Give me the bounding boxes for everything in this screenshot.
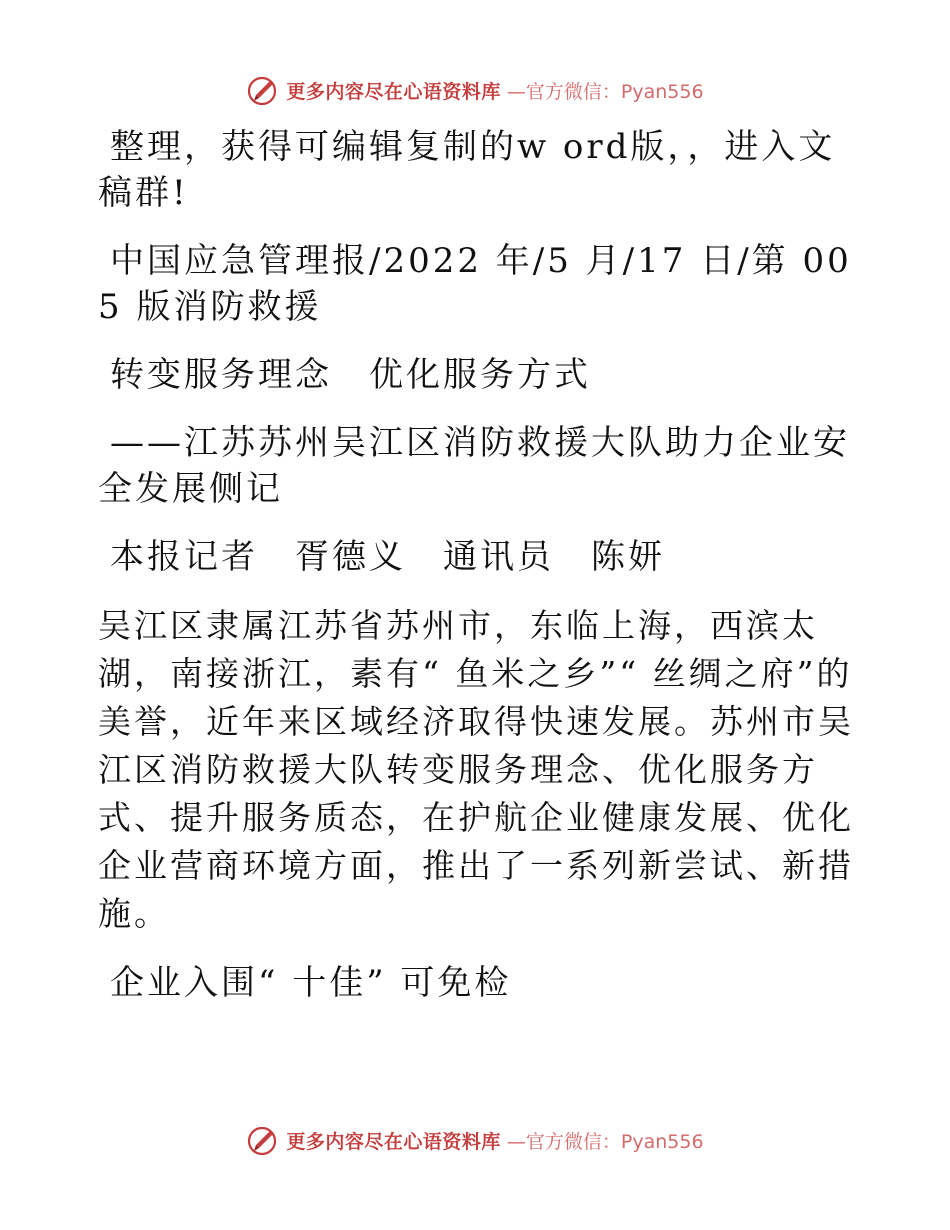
watermark-suffix: —官方微信：Pyan556	[506, 1130, 704, 1153]
article-headline: 转变服务理念 优化服务方式	[110, 355, 591, 395]
watermark-suffix: —官方微信：Pyan556	[506, 80, 704, 103]
pen-logo-icon	[246, 1123, 280, 1157]
header-watermark	[0, 70, 950, 110]
byline: 本报记者 胥德义 通讯员 陈妍	[110, 537, 665, 577]
watermark-text: 更多内容尽在心语资料库	[286, 80, 501, 103]
article-subheadline: ——江苏苏州吴江区消防救援大队助力企业安全发展侧记	[98, 423, 850, 509]
source-line: 中国应急管理报/2022 年/5 月/17 日/第 005 版消防救援	[98, 241, 852, 327]
watermark-text: 更多内容尽在心语资料库	[286, 1130, 501, 1153]
pen-logo-icon	[246, 73, 280, 107]
body-paragraph: 吴江区隶属江苏省苏州市，东临上海，西滨太湖，南接浙江，素有“ 鱼米之乡”“ 丝绸之府”的美誉，近年来区域经济取得快速发展。苏州市吴江区消防救援大队转变服务理念、优化服务方式、提升服务质态，在护航企业健康发展、优化企业营商环境方面，推出了一系列新尝试、新措施。	[98, 606, 854, 933]
section-heading: 企业入围“ 十佳” 可免检	[110, 963, 512, 1003]
footer-watermark	[0, 1120, 950, 1160]
document-body	[98, 124, 858, 1028]
intro-paragraph: 整理，获得可编辑复制的w ord版，，进入文稿群!	[98, 127, 836, 213]
